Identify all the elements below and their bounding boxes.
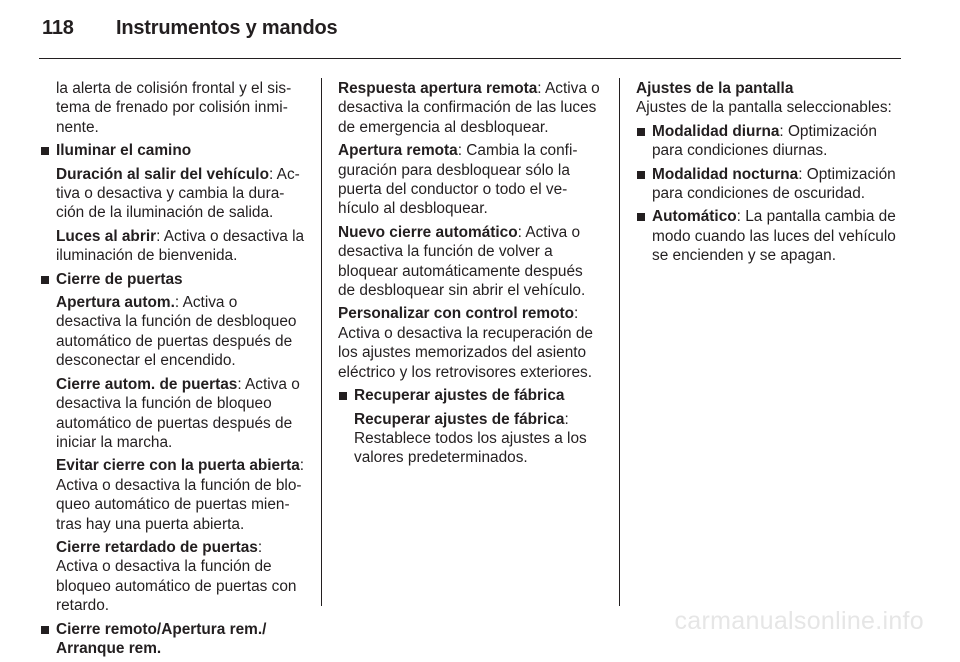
bullet-item-diurna — [636, 122, 901, 161]
column-1 — [40, 79, 305, 662]
setting-term: Modalidad diurna — [652, 122, 780, 140]
bullet-square-icon — [637, 128, 645, 136]
setting-text: : Optimización para condiciones de oscuridad. — [652, 165, 896, 203]
setting-desc — [652, 165, 901, 204]
column-2 — [338, 79, 603, 472]
setting-term: Recuperar ajustes de fábrica — [354, 410, 565, 428]
section-title: Cierre remoto/Apertura rem./ Arranque rem. — [56, 620, 267, 657]
setting-text: : Activa o desactiva y cambia la duración de la iluminación de salida. — [56, 165, 300, 222]
bullet-square-icon — [637, 213, 645, 221]
page-header — [42, 17, 337, 40]
setting-desc — [40, 165, 305, 223]
setting-text: : La pantalla cambia de modo cuando las luces del vehículo se encienden y se apagan. — [652, 208, 896, 265]
setting-term: Automático — [652, 208, 737, 226]
setting-term: Evitar cierre con la puerta abierta — [56, 457, 300, 475]
setting-desc — [40, 538, 305, 616]
setting-term: Cierre autom. de puertas — [56, 375, 238, 393]
bullet-item-cierre — [40, 270, 305, 289]
bullet-square-icon — [41, 147, 49, 155]
setting-term: Personalizar con control remoto — [338, 305, 575, 323]
setting-desc — [40, 293, 305, 371]
column-divider-1 — [321, 78, 322, 606]
setting-term: Cierre retardado de puertas — [56, 538, 258, 556]
setting-desc — [338, 223, 603, 301]
setting-text: : Activa o desactiva la confirmación de las luces de emergencia al desbloquear. — [338, 80, 600, 136]
intro-text: Ajustes de la pantalla seleccionables: — [636, 99, 892, 117]
setting-text: : Activa o desactiva la iluminación de bienvenida. — [56, 227, 305, 265]
column-divider-2 — [619, 78, 620, 606]
setting-desc — [338, 79, 603, 137]
setting-text: : Optimización para condiciones diurnas. — [652, 122, 877, 160]
setting-desc — [338, 141, 603, 219]
bullet-item-recuperar — [338, 386, 603, 405]
setting-text: : Activa o desactiva la función de bloqueo automático de puertas con retardo. — [56, 538, 297, 615]
setting-term: Luces al abrir — [56, 227, 157, 245]
setting-term: Respuesta apertura remota — [338, 80, 538, 97]
column-3 — [636, 79, 901, 270]
setting-text: : Activa o desactiva la función de volver a bloquear automáticamente después de desbloquear sin abrir el vehículo. — [338, 223, 586, 300]
setting-desc — [338, 410, 603, 468]
setting-desc — [40, 375, 305, 453]
setting-text: : Cambia la configuración para desbloquear sólo la puerta del conductor o todo el vehículo al desbloquear. — [338, 142, 578, 218]
bullet-square-icon — [41, 626, 49, 634]
setting-desc — [652, 122, 901, 161]
setting-text: : Restablece todos los ajustes a los valores predeterminados. — [354, 410, 587, 467]
section-title: Cierre de puertas — [56, 270, 183, 288]
setting-term: Apertura autom. — [56, 294, 175, 312]
setting-text: : Activa o desactiva la función de bloqueo automático de puertas mientras hay una puerta abierta. — [56, 457, 305, 533]
setting-term: Duración al salir del vehículo — [56, 165, 269, 183]
page-title: Instrumentos y mandos — [116, 17, 338, 39]
section-title: Recuperar ajustes de fábrica — [354, 387, 565, 405]
bullet-item-iluminar — [40, 141, 305, 160]
setting-desc — [652, 207, 901, 265]
bullet-square-icon — [637, 171, 645, 179]
section-heading: Ajustes de la pantalla — [636, 80, 794, 97]
continued-text: la alerta de colisión frontal y el sistema de frenado por colisión inminente. — [56, 80, 292, 136]
section-title: Iluminar el camino — [56, 142, 192, 160]
setting-term: Nuevo cierre automático — [338, 223, 518, 241]
header-rule — [39, 58, 901, 59]
bullet-square-icon — [41, 276, 49, 284]
bullet-item-remoto — [40, 620, 305, 659]
setting-term: Apertura remota — [338, 142, 458, 160]
bullet-item-automatico — [636, 207, 901, 265]
watermark: carmanualsonline.info — [674, 607, 924, 635]
setting-desc — [338, 304, 603, 382]
setting-text: : Activa o desactiva la función de bloqueo automático de puertas después de iniciar la marcha. — [56, 375, 300, 451]
bullet-item-nocturna — [636, 165, 901, 204]
setting-desc — [40, 227, 305, 266]
page-number: 118 — [42, 17, 74, 39]
setting-term: Modalidad nocturna — [652, 165, 799, 183]
bullet-square-icon — [339, 392, 347, 400]
setting-text: : Activa o desactiva la recuperación de los ajustes memorizados del asiento eléctrico y los retrovisores exteriores. — [338, 305, 593, 381]
setting-desc — [40, 456, 305, 534]
setting-text: : Activa o desactiva la función de desbloqueo automático de puertas después de desconectar el encendido. — [56, 294, 297, 370]
